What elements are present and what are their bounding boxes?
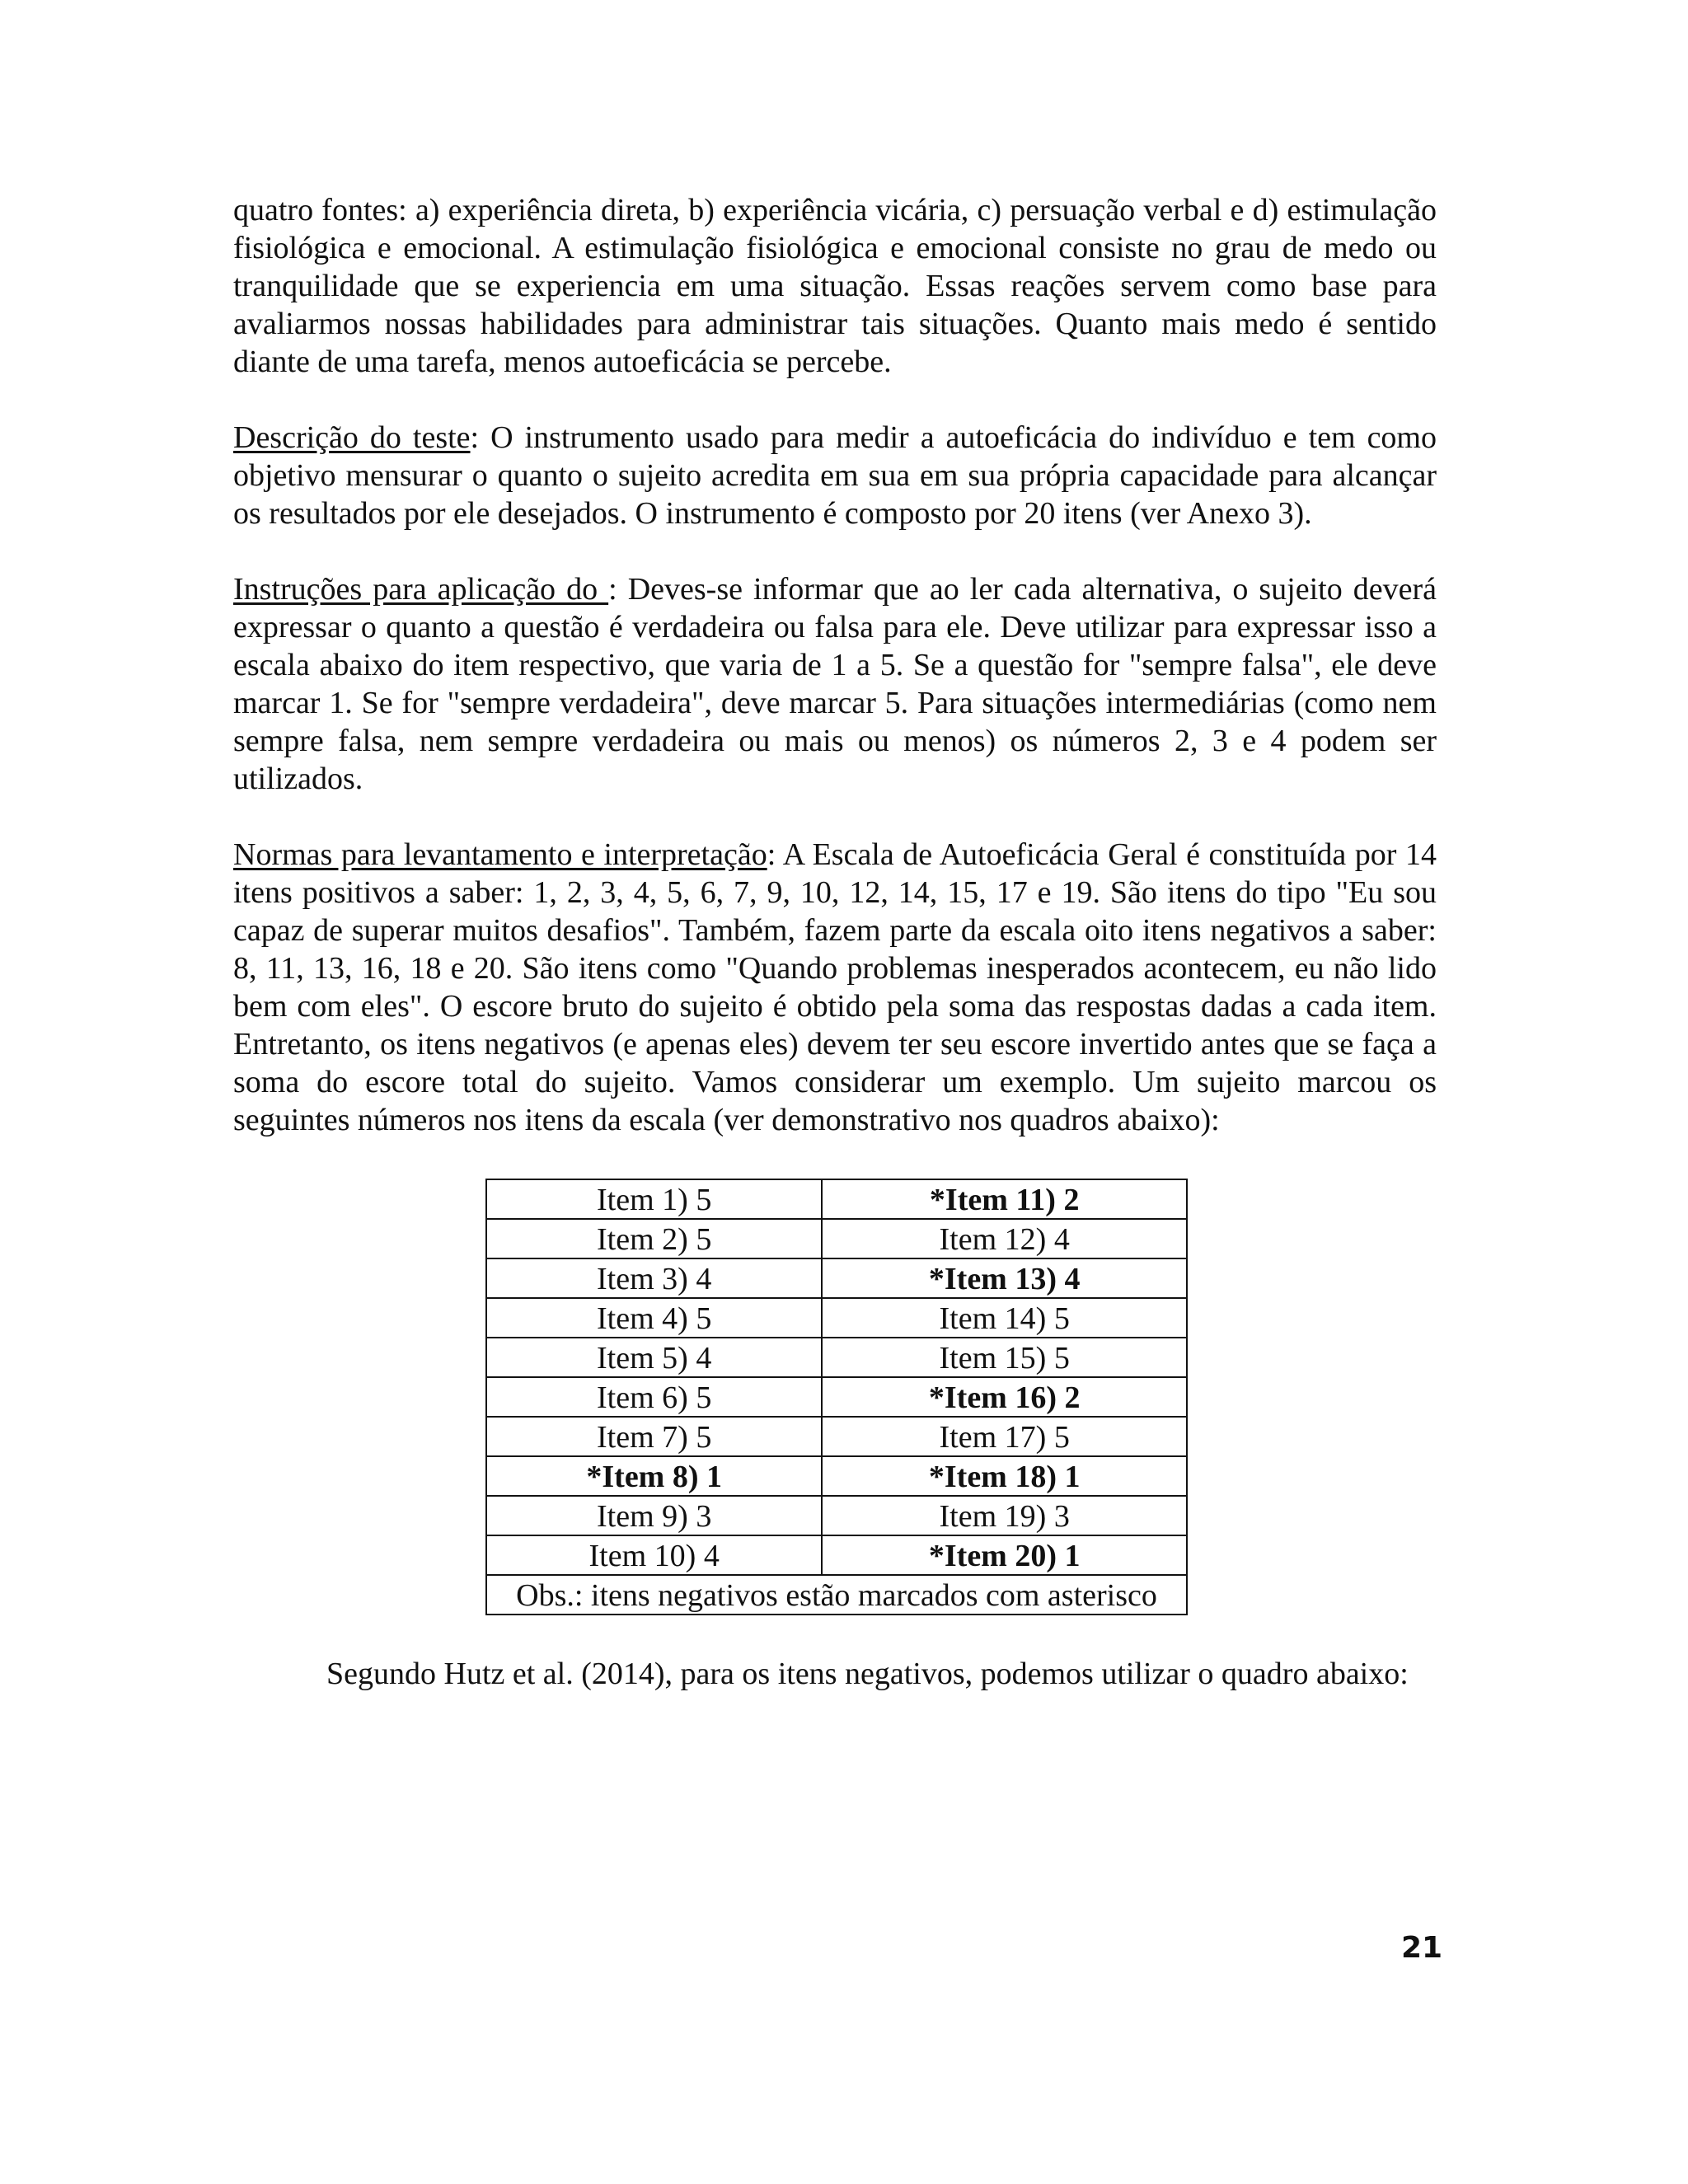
table-row: [486, 1496, 1187, 1535]
table-row: [486, 1179, 1187, 1219]
spacer: [233, 532, 1437, 570]
paragraph-descricao: [233, 419, 1437, 532]
text-descricao: : O instrumento usado para medir a autoeficácia do indivíduo e tem como objetivo mensurar o quanto o sujeito acredita em sua em sua própria capacidade para alcançar os resultados por ele desejados. O instrumento é composto por 20 itens (ver Anexo 3).: [233, 420, 1437, 531]
heading-normas: Normas para levantamento e interpretação: [233, 837, 767, 872]
table-cell-left: Item 10) 4: [486, 1535, 822, 1575]
items-table-body: [486, 1179, 1187, 1615]
heading-descricao: Descrição do teste: [233, 420, 471, 455]
table-cell-left: Item 3) 4: [486, 1258, 822, 1298]
text-instrucoes: : Deves-se informar que ao ler cada alternativa, o sujeito deverá expressar o quanto a questão é verdadeira ou falsa para ele. Deve utilizar para expressar isso a escala abaixo do item respectivo, que varia de 1 a 5. Se a questão for "sempre falsa", ele deve marcar 1. Se for "sempre verdadeira", deve marcar 5. Para situações intermediárias (como nem sempre falsa, nem sempre verdadeira ou mais ou menos) os números 2, 3 e 4 podem ser utilizados.: [233, 572, 1437, 796]
table-cell-left: *Item 8) 1: [486, 1456, 822, 1496]
paragraph-normas: [233, 836, 1437, 1139]
paragraph-fontes: quatro fontes: a) experiência direta, b) experiência vicária, c) persuação verbal e d) estimulação fisiológica e emocional. A estimulação fisiológica e emocional consiste no grau de medo ou tranquilidade que se experiencia em uma situação. Essas reações servem como base para avaliarmos nossas habilidades para administrar tais situações. Quanto mais medo é sentido diante de uma tarefa, menos autoeficácia se percebe.: [233, 193, 1437, 379]
table-cell-right: Item 17) 5: [822, 1417, 1187, 1456]
table-note-row: [486, 1575, 1187, 1615]
heading-instrucoes: Instruções para aplicação do: [233, 572, 609, 607]
table-cell-left: Item 5) 4: [486, 1338, 822, 1377]
text-normas: : A Escala de Autoeficácia Geral é constituída por 14 itens positivos a saber: 1, 2, 3, 4, 5, 6, 7, 9, 10, 12, 14, 15, 17 e 19. São itens do tipo "Eu sou capaz de superar muitos desafios". Também, fazem parte da escala oito itens negativos a saber: 8, 11, 13, 16, 18 e 20. São itens como "Quando problemas inesperados acontecem, eu não lido bem com eles". O escore bruto do sujeito é obtido pela soma das respostas dadas a cada item. Entretanto, os itens negativos (e apenas eles) devem ter seu escore invertido antes que se faça a soma do escore total do sujeito. Vamos considerar um exemplo. Um sujeito marcou os seguintes números nos itens da escala (ver demonstrativo nos quadros abaixo):: [233, 837, 1437, 1137]
paragraph-final: Segundo Hutz et al. (2014), para os itens negativos, podemos utilizar o quadro abaixo:: [326, 1657, 1409, 1691]
table-cell-left: Item 9) 3: [486, 1496, 822, 1535]
table-cell-right: Item 14) 5: [822, 1298, 1187, 1338]
table-row: [486, 1258, 1187, 1298]
table-row: [486, 1535, 1187, 1575]
items-table: [485, 1179, 1188, 1615]
table-note: Obs.: itens negativos estão marcados com asterisco: [486, 1575, 1187, 1615]
spacer: [233, 381, 1437, 419]
table-cell-left: Item 7) 5: [486, 1417, 822, 1456]
table-row: [486, 1338, 1187, 1377]
table-cell-right: Item 12) 4: [822, 1219, 1187, 1258]
table-row: [486, 1417, 1187, 1456]
table-cell-right: Item 15) 5: [822, 1338, 1187, 1377]
table-cell-left: Item 2) 5: [486, 1219, 822, 1258]
table-cell-left: Item 6) 5: [486, 1377, 822, 1417]
paragraph-instrucoes: [233, 570, 1437, 798]
table-cell-right: *Item 18) 1: [822, 1456, 1187, 1496]
table-cell-right: *Item 11) 2: [822, 1179, 1187, 1219]
table-cell-left: Item 4) 5: [486, 1298, 822, 1338]
table-row: [486, 1377, 1187, 1417]
page-number: 21: [1401, 1931, 1443, 1965]
table-row: [486, 1456, 1187, 1496]
page-content: [233, 191, 1437, 1693]
table-row: [486, 1298, 1187, 1338]
table-cell-left: Item 1) 5: [486, 1179, 822, 1219]
items-table-wrapper: [485, 1179, 1188, 1615]
table-cell-right: *Item 13) 4: [822, 1258, 1187, 1298]
spacer: [233, 798, 1437, 836]
table-cell-right: *Item 16) 2: [822, 1377, 1187, 1417]
table-row: [486, 1219, 1187, 1258]
table-cell-right: *Item 20) 1: [822, 1535, 1187, 1575]
table-cell-right: Item 19) 3: [822, 1496, 1187, 1535]
